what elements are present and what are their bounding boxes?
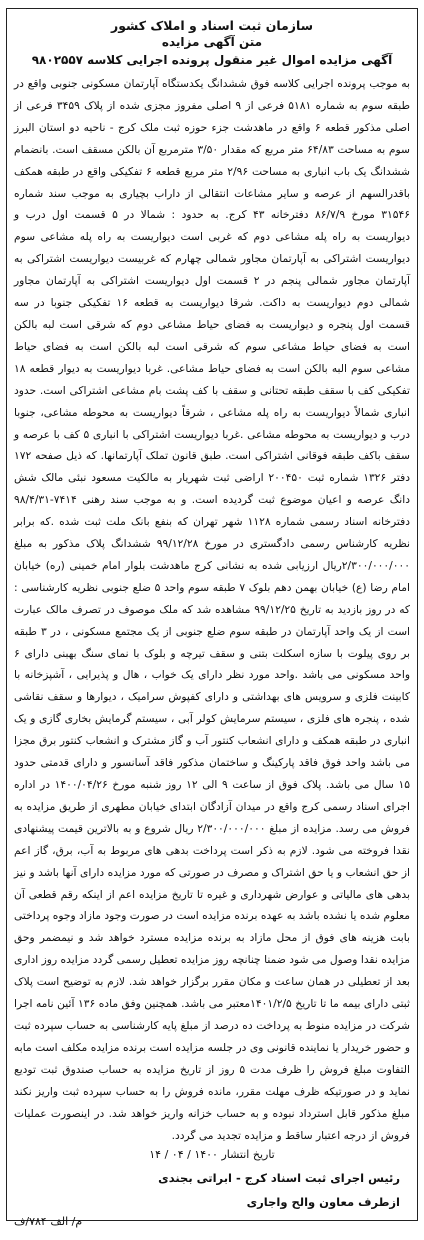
- signature-line-1: رئیس اجرای ثبت اسناد کرج - ابراتی بجندی: [158, 1171, 400, 1186]
- organization-name: سازمان ثبت اسناد و املاک کشور: [111, 18, 313, 33]
- notice-title: متن آگهی مزایده: [161, 35, 263, 49]
- signature-line-2: ازطرف معاون والح واجاری: [246, 1195, 400, 1210]
- notice-frame: [6, 8, 418, 1221]
- notice-code: م/ الف ۷۸۴/ف: [14, 1215, 83, 1228]
- notice-body: به موجب پرونده اجرایی کلاسه فوق ششدانگ یکدستگاه آپارتمان مسکونی جنوبی واقع در طبقه سوم به شماره ۵۱۸۱ فرعی از ۹ اصلی مفروز مجزی شده از پلاک ۳۴۵۹ فرعی از اصلی مذکور قطعه ۶ واقع در ماهدشت جزء حوزه ثبت ملک کرج - ناحیه دو استان البرز سوم به مساحت ۶۴/۸۳ متر مربع که مقدار ۳/۵۰ مترمربع آن بالکن مسقف است. بانضمام ششدانگ یک باب انباری به مساحت ۲/۹۶ متر مربع قطعه ۶ تفکیکی واقع در طبقه همکف باقدرالسهم از عرصه و سایر مشاعات انتقالی از داراب بچیاری به موجب سند شماره ۳۱۵۴۶ مورخ ۸۶/۷/۹ دفترخانه ۴۳ کرج. به حدود : شمالا در ۵ قسمت اول درب و دیواریست به راه پله مشاعی دوم که غربی است دیواریست به راه پله مشاعی سوم دیواریست اشتراکی به آپارتمان مجاور شمالی چهارم که غربیست دیواریست اشتراکی به آپارتمان مجاور شمالی پنجم در ۲ قسمت اول دیواریست اشتراکی به آپارتمان مجاور شمالی دوم دیواریست به داکت. شرقا دیواریست به قطعه ۱۶ تفکیکی جنوبا در سه قسمت اول پنجره و دیواریست به فضای حیاط مشاعی دوم که شرقی است لبه بالکن است به فضای حیاط مشاعی سوم که شرقی است لبه بالکن است به فضای حیاط مشاعی سوم البه بالکن است به فضای حیاط مشاعی. غربا دیواریست به دیوار قطعه ۱۸ تفکیکی کف با سقف طبقه تحتانی و سقف با کف پشت بام مشاعی اشتراکی است. حدود انباری شمالاً دیواریست به راه پله مشاعی ، شرقاً دیواریست به محوطه مشاعی، جنوبا درب و دیواریست به محوطه مشاعی .غربا دیواریست اشتراکی با انباری ۵ کف با عرصه و سقف باکف طبقه فوقانی اشتراکی است. طبق قانون تملک آپارتمانها. که ذیل صفحه ۱۷۲ دفتر ۱۳۲۶ شماره ثبت ۲۰۰۴۵۰ اراضی ثبت شهریار به مالکیت مسعود نبئی مالک شش دانگ عرصه و اعیان موضوع ثبت گردیده است. و به موجب سند رهنی ۷۴۱۴-۹۸/۴/۳۱ دفترخانه اسناد رسمی شماره ۱۱۲۸ شهر تهران که بنفع بانک ملت ثبت شده .که برابر نظریه کارشناس رسمی دادگستری در مورخ ۹۹/۱۲/۲۸ ششدانگ پلاک مذکور به مبلغ ۲/۳۰۰/۰۰۰/۰۰۰ریال ارزیابی شده به نشانی کرج ماهدشت بلوار امام خمینی (ره) خیابان امام رضا (ع) خیابان بهمن دهم بلوک ۷ طبقه سوم واحد ۵ ضلع جنوبی نظریه کارشناسی : که در روز بازدید به تاریخ ۹۹/۱۲/۲۵ مشاهده شد که ملک موصوف در تصرف مالک عبارت است از یک واحد آپارتمان در طبقه سوم ضلع جنوبی از یک مجتمع مسکونی ، در ۳ طبقه بر روی پیلوت با سازه اسکلت بتنی و سقف تیرچه و بلوک با نمای سنگ بهبنی دارای ۶ واحد مسکونی می باشد .واحد مورد نظر دارای یک خواب ، هال و پذیرایی ، آشپزخانه با کابینت فلزی و سرویس های بهداشتی و دارای کفپوش سرامیک ، دیوارها و سقف نقاشی شده ، پنجره های فلزی ، سیستم سرمایش کولر آبی ، سیستم گرمایش بخاری گازی و یک انباری در طبقه همکف و دارای انشعاب کنتور آب و گاز مشترک و انشعاب کنتور برق مجزا می باشد واحد فوق فاقد پارکینگ و ساختمان مذکور فاقد آسانسور و دارای قدمتی حدود ۱۵ سال می باشد. پلاک فوق از ساعت ۹ الی ۱۲ روز شنبه مورخ ۱۴۰۰/۰۴/۲۶ در اداره اجرای اسناد رسمی کرج واقع در میدان آزادگان ابتدای خیابان مطهری از طریق مزایده به فروش می رسد. مزایده از مبلغ ۲/۳۰۰/۰۰۰/۰۰۰ ریال شروع و به بالاترین قیمت پیشنهادی نقدا فروخته می شود. لازم به ذکر است پرداخت بدهی های مربوط به آب، برق، گاز اعم از حق انشعاب و یا حق اشتراک و مصرف در صورتی که مورد مزایده دارای آنها باشد و نیز بدهی های مالیاتی و عوارض شهرداری و غیره تا تاریخ مزایده اعم از اینکه رقم قطعی آن معلوم شده یا نشده باشد به عهده برنده مزایده است در صورت وجود مازاد وجوه پرداختی بابت هزینه های فوق از محل مازاد به برنده مزایده مسترد خواهد شد و نیمضمر وحق مزایده نقدا وصول می شود ضمنا چنانچه روز مزایده تعطیل رسمی گردد مزایده روز اداری بعد از تعطیلی در همان ساعت و مکان مقرر برگزار خواهد شد. لازم به توضیح است پلاک ثبتی دارای بیمه ما تا تاریخ ۱۴۰۱/۲/۵معتبر می باشد. همچنین وفق ماده ۱۳۶ آئین نامه اجرا شرکت در مزایده منوط به پرداخت ده درصد از مبلغ پایه کارشناسی به حساب سپرده ثبت و حضور خریدار یا نماینده قانونی وی در جلسه مزایده است برنده مزایده مکلف است مابه التفاوت مبلغ فروش را ظرف مدت ۵ روز از تاریخ مزایده به حساب صندوق ثبت تودیع نماید و در صورتیکه ظرف مهلت مقرر، مانده فروش را به حساب سپرده ثبت واریز نکند مبلغ مذکور قابل استرداد نبوده و به حساب خزانه واریز خواهد شد. در اینصورت عملیات فروش از درجه اعتبار ساقط و مزایده تجدید می گردد.: [14, 77, 411, 1142]
- notice-subtitle: آگهی مزایده اموال غیر منقول پرونده اجرایی کلاسه ۹۸۰۲۵۵۷: [31, 53, 393, 67]
- publication-date: تاریخ انتشار ۱۴۰۰ / ۰۴ / ۱۴: [149, 1148, 275, 1162]
